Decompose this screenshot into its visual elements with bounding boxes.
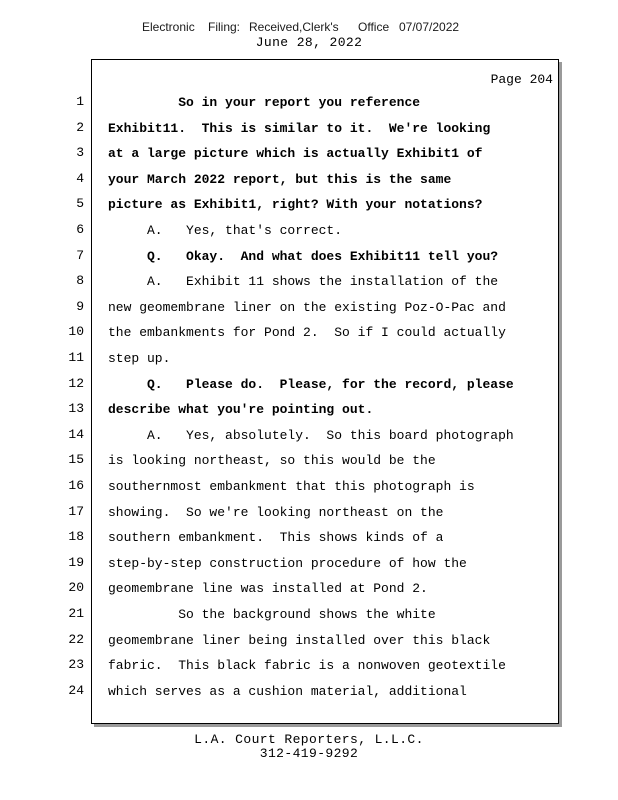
line-number: 17 (68, 503, 84, 519)
line-number: 7 (76, 247, 84, 263)
transcript-line: southernmost embankment that this photograph is (108, 479, 475, 494)
transcript-line: geomembrane line was installed at Pond 2. (108, 581, 428, 597)
transcript-page-frame (91, 59, 559, 724)
line-number: 23 (68, 657, 84, 673)
line-number: 8 (76, 273, 84, 289)
transcript-line: A. Yes, that's correct. (108, 223, 343, 238)
transcript-line: A. Yes, absolutely. So this board photograph (108, 427, 514, 443)
footer-company: L.A. Court Reporters, L.L.C. (194, 732, 424, 747)
line-number: 21 (68, 606, 84, 621)
line-number: 12 (68, 375, 84, 391)
page-number: Page 204 (490, 72, 553, 87)
transcript-line: at a large picture which is actually Exhibit1 of (108, 146, 483, 162)
filing-word-date: 07/07/2022 (399, 20, 460, 34)
transcript-line: which serves as a cushion material, additional (108, 683, 467, 699)
e-filing-stamp (0, 20, 618, 36)
transcript-line: the embankments for Pond 2. So if I could actually (108, 325, 506, 341)
transcript-line: showing. So we're looking northeast on the (108, 504, 444, 520)
line-number: 20 (68, 580, 84, 596)
transcript-line: So in your report you reference (108, 95, 421, 110)
transcript-line: describe what you're pointing out. (108, 402, 374, 418)
transcript-line: your March 2022 report, but this is the same (108, 171, 452, 187)
transcript-line: step-by-step construction procedure of how the (108, 555, 467, 571)
filing-word-office: Office (358, 20, 390, 34)
line-number: 11 (68, 350, 84, 365)
transcript-line: southern embankment. This shows kinds of a (108, 530, 444, 546)
filing-word-electronic: Electronic (142, 20, 195, 34)
line-number: 2 (76, 119, 84, 135)
filing-word-filing: Filing: (208, 20, 241, 34)
line-number: 14 (68, 426, 84, 442)
line-number: 24 (68, 682, 84, 698)
transcript-line: step up. (108, 351, 171, 366)
transcript-line: is looking northeast, so this would be the (108, 453, 436, 469)
line-number: 19 (68, 554, 84, 570)
line-number: 10 (68, 324, 84, 340)
line-number: 13 (68, 401, 84, 417)
transcript-line: A. Exhibit 11 shows the installation of the (108, 274, 499, 290)
line-number: 6 (76, 222, 84, 237)
line-number: 4 (76, 170, 84, 186)
transcript-date: June 28, 2022 (255, 35, 363, 50)
footer-phone: 312-419-9292 (259, 746, 359, 761)
line-number: 5 (76, 196, 84, 212)
transcript-line: Q. Okay. And what does Exhibit11 tell you? (108, 248, 499, 264)
line-number: 3 (76, 145, 84, 161)
line-number: 1 (76, 94, 84, 109)
line-number: 16 (68, 478, 84, 493)
filing-word-received-clerks: Received,Clerk's (249, 20, 339, 34)
transcript-line: new geomembrane liner on the existing Poz-O-Pac and (108, 299, 506, 315)
transcript-line: geomembrane liner being installed over this black (108, 632, 491, 648)
line-number: 9 (76, 298, 84, 314)
line-number: 22 (68, 631, 84, 647)
transcript-line: So the background shows the white (108, 607, 436, 622)
line-number: 15 (68, 452, 84, 468)
transcript-line: fabric. This black fabric is a nonwoven geotextile (108, 658, 506, 674)
transcript-line: Q. Please do. Please, for the record, please (108, 376, 514, 392)
transcript-line: Exhibit11. This is similar to it. We're looking (108, 120, 491, 136)
transcript-line: picture as Exhibit1, right? With your notations? (108, 197, 483, 213)
line-number: 18 (68, 529, 84, 545)
